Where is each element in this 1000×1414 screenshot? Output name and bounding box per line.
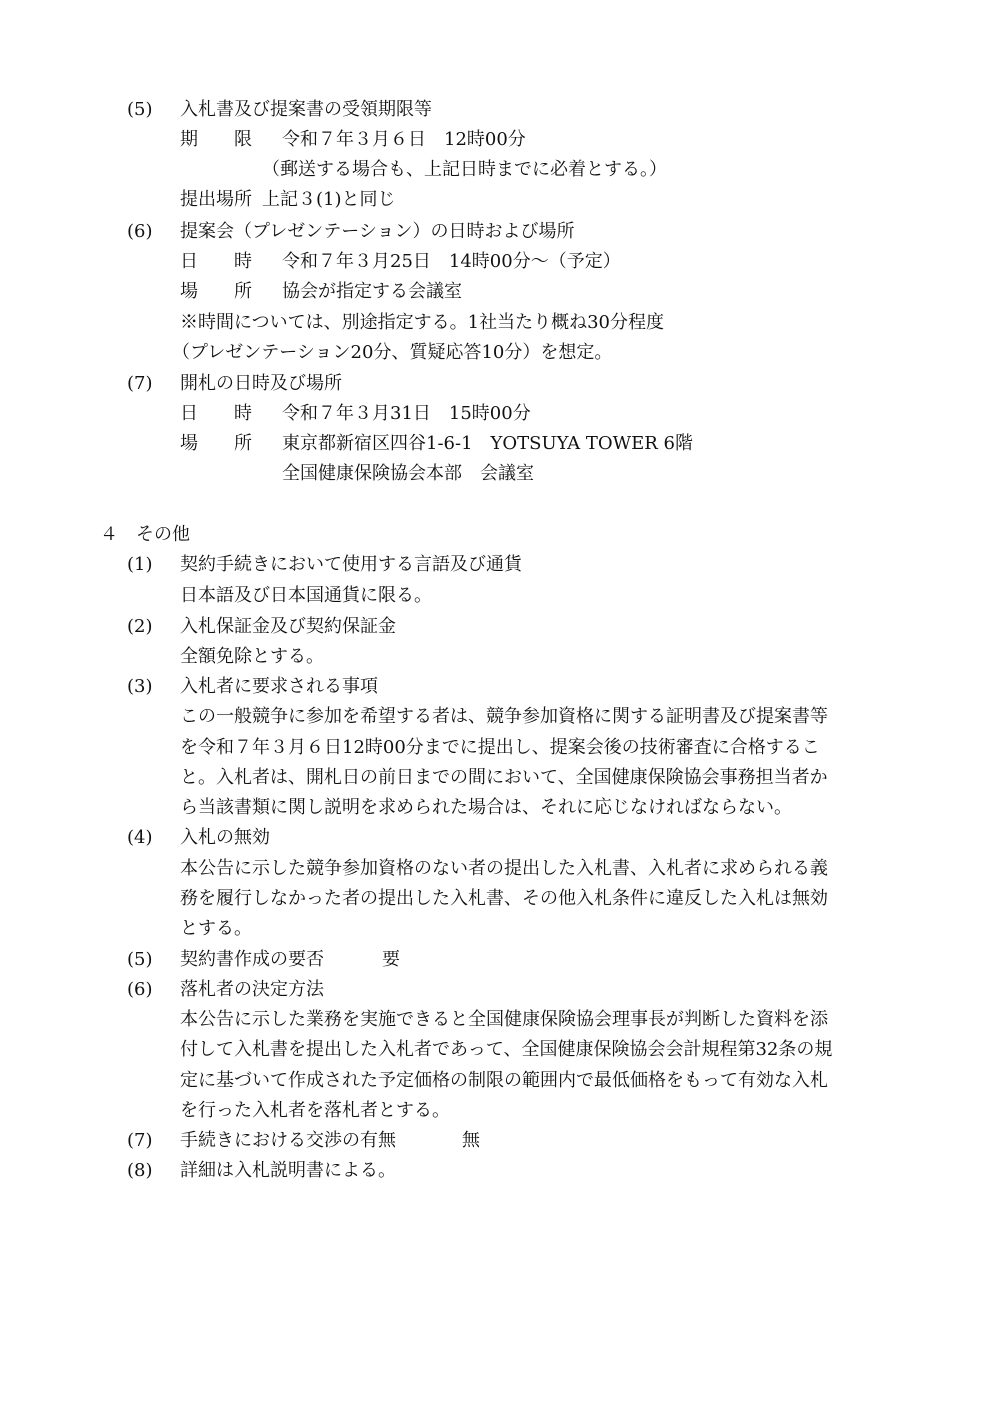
item-body: 本公告に示した競争参加資格のない者の提出した入札書、入札者に求められる義 <box>180 858 828 879</box>
item-title: 手続きにおける交渉の有無 <box>180 1130 396 1151</box>
item-number: (1) <box>127 554 153 575</box>
item-number: (4) <box>127 827 153 848</box>
place-label: 場 所 <box>180 281 252 302</box>
item-title: 契約手続きにおいて使用する言語及び通貨 <box>180 554 522 575</box>
item-number: (5) <box>127 99 153 120</box>
place-value: 上記３(1)と同じ <box>262 189 396 210</box>
item-number: (7) <box>127 373 153 394</box>
item-title: 入札の無効 <box>180 827 270 848</box>
item-body: と。入札者は、開札日の前日までの間において、全国健康保険協会事務担当者か <box>180 767 828 788</box>
place-value-line2: 全国健康保険協会本部 会議室 <box>282 463 534 484</box>
item-body: を行った入札者を落札者とする。 <box>180 1100 450 1121</box>
item-title: 開札の日時及び場所 <box>180 373 342 394</box>
item-title: 契約書作成の要否 <box>180 949 324 970</box>
deadline-value: 令和７年３月６日 12時00分 <box>282 129 526 150</box>
item-title: 入札保証金及び契約保証金 <box>180 616 396 637</box>
item-value: 要 <box>382 949 400 970</box>
item-number: (6) <box>127 221 153 242</box>
place-label: 場 所 <box>180 433 252 454</box>
item-body: 務を履行しなかった者の提出した入札書、その他入札条件に違反した入札は無効 <box>180 888 828 909</box>
date-value: 令和７年３月31日 15時00分 <box>282 403 531 424</box>
item-body: この一般競争に参加を希望する者は、競争参加資格に関する証明書及び提案書等 <box>180 706 828 727</box>
item-title: 入札者に要求される事項 <box>180 676 378 697</box>
item-title: 入札書及び提案書の受領期限等 <box>180 99 432 120</box>
item-number: (3) <box>127 676 153 697</box>
date-value: 令和７年３月25日 14時00分～（予定） <box>282 251 621 272</box>
item-title: 落札者の決定方法 <box>180 979 324 1000</box>
item-body: を令和７年３月６日12時00分までに提出し、提案会後の技術審査に合格するこ <box>180 737 820 758</box>
deadline-label: 期 限 <box>180 129 252 150</box>
item-title: 提案会（プレゼンテーション）の日時および場所 <box>180 221 575 242</box>
item-body: 本公告に示した業務を実施できると全国健康保険協会理事長が判断した資料を添 <box>180 1009 828 1030</box>
item-number: (5) <box>127 949 153 970</box>
date-label: 日 時 <box>180 251 252 272</box>
item-number: (2) <box>127 616 153 637</box>
item-number: (8) <box>127 1160 153 1181</box>
item-value: 無 <box>462 1130 480 1151</box>
item-body: とする。 <box>180 918 252 939</box>
item-body: 全額免除とする。 <box>180 646 324 667</box>
section-heading: ４ その他 <box>100 524 190 545</box>
time-note-detail: （プレゼンテーション20分、質疑応答10分）を想定。 <box>172 342 613 363</box>
date-label: 日 時 <box>180 403 252 424</box>
item-title: 詳細は入札説明書による。 <box>180 1160 396 1181</box>
item-body: 日本語及び日本国通貨に限る。 <box>180 585 432 606</box>
place-value: 協会が指定する会議室 <box>282 281 462 302</box>
place-label: 提出場所 <box>180 189 252 210</box>
item-body: ら当該書類に関し説明を求められた場合は、それに応じなければならない。 <box>180 797 792 818</box>
place-value: 東京都新宿区四谷1-6-1 YOTSUYA TOWER 6階 <box>282 433 694 454</box>
item-number: (7) <box>127 1130 153 1151</box>
item-body: 付して入札書を提出した入札者であって、全国健康保険協会会計規程第32条の規 <box>180 1039 833 1060</box>
item-number: (6) <box>127 979 153 1000</box>
mail-note: （郵送する場合も、上記日時までに必着とする。） <box>262 159 667 180</box>
time-note: ※時間については、別途指定する。1社当たり概ね30分程度 <box>180 312 664 333</box>
item-body: 定に基づいて作成された予定価格の制限の範囲内で最低価格をもって有効な入札 <box>180 1070 828 1091</box>
